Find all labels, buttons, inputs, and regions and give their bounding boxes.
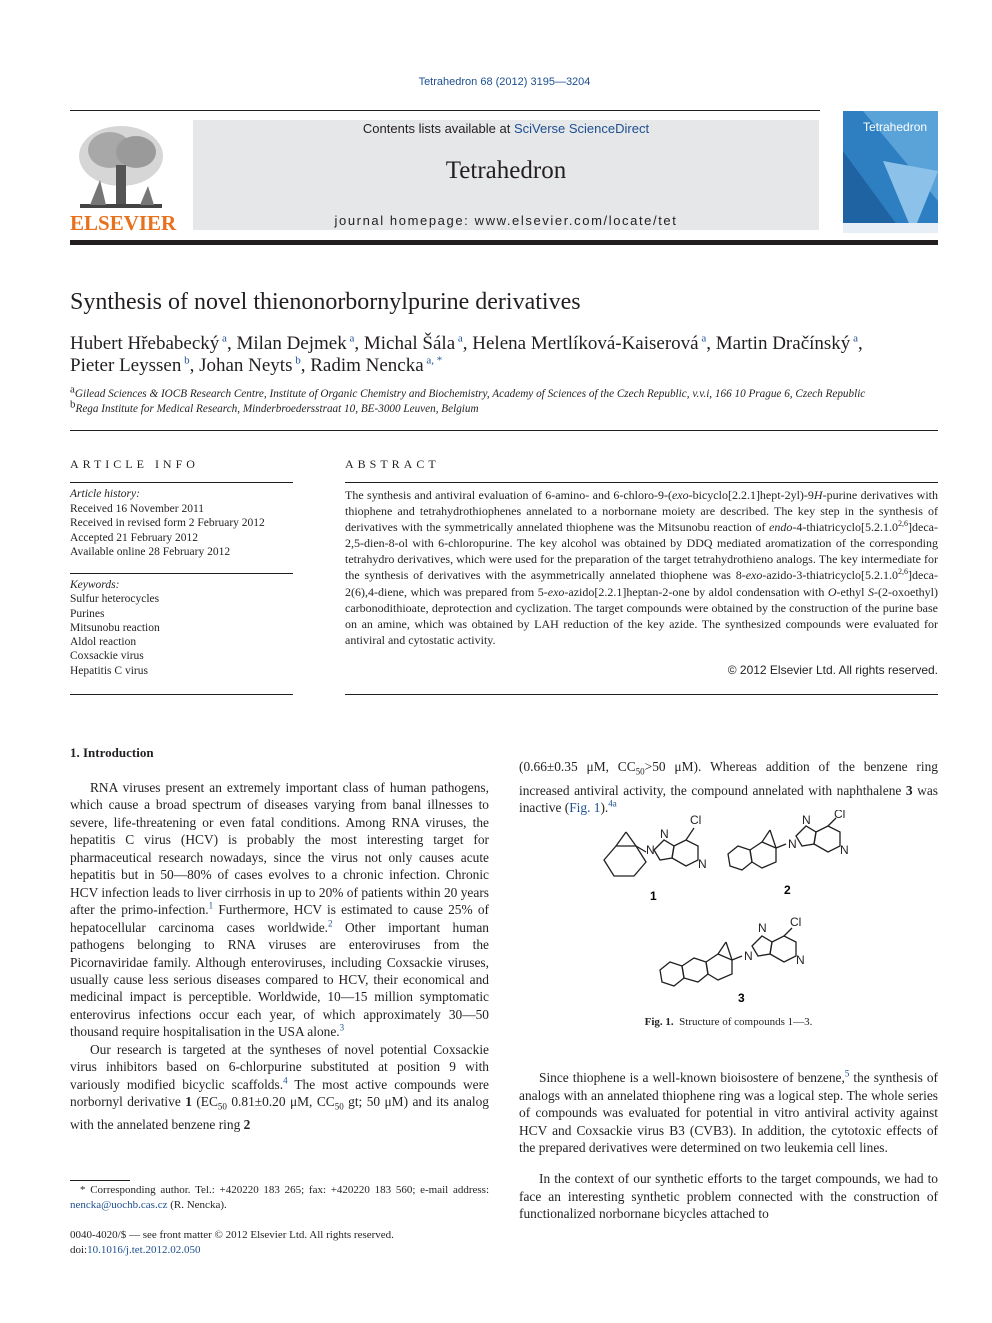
author-affiliation-mark[interactable]: a: [219, 332, 227, 345]
contents-line: [193, 121, 819, 136]
cover-title: Tetrahedron: [863, 120, 928, 134]
issn-line: 0040-4020/$ — see front matter © 2012 Elsevier Ltd. All rights reserved.: [70, 1229, 394, 1241]
author-affiliation-mark[interactable]: b: [292, 354, 301, 367]
atom-n: N: [788, 837, 797, 851]
affiliation-line: $^b$Rega Institute for Medical Research, Minderbroedersstraat 10, BE-3000 Leuven, Belgium: [70, 398, 479, 415]
history-item: Received in revised form 2 February 2012: [70, 517, 265, 530]
doi-line: [70, 1243, 489, 1258]
keyword-item: Mitsunobu reaction: [70, 621, 160, 634]
article-title: Synthesis of novel thienonorbornylpurine derivatives: [70, 289, 581, 315]
history-item: Received 16 November 2011: [70, 502, 205, 515]
figure-1-structures: [590, 810, 880, 1010]
atom-n: N: [840, 843, 849, 857]
caption-label: Fig. 1.: [644, 1016, 674, 1028]
atom-n: N: [660, 827, 669, 841]
author-affiliation-mark[interactable]: a: [346, 332, 355, 345]
atom-cl: Cl: [690, 813, 702, 827]
article-info-rule-bottom: [70, 694, 293, 695]
compound-label-1: 1: [650, 889, 657, 903]
elsevier-logo-text: ELSEVIER: [70, 211, 177, 235]
journal-cover-image: [843, 111, 938, 233]
atom-n: N: [796, 953, 805, 967]
history-item: Accepted 21 February 2012: [70, 531, 199, 544]
keyword-item: Aldol reaction: [70, 636, 137, 649]
caption-text: Structure of compounds 1—3.: [679, 1016, 813, 1028]
doi-link[interactable]: 10.1016/j.tet.2012.02.050: [87, 1243, 201, 1256]
journal-name: Tetrahedron: [445, 157, 567, 184]
affiliation-mark: a: [70, 383, 75, 396]
figure-1-caption: [519, 1016, 938, 1028]
journal-homepage[interactable]: journal homepage: www.elsevier.com/locate/tet: [334, 213, 678, 228]
history-item: Available online 28 February 2012: [70, 546, 231, 559]
section-rule: [70, 430, 938, 431]
header-thick-rule: [70, 240, 938, 245]
keyword-item: Coxsackie virus: [70, 650, 144, 663]
author-affiliation-mark[interactable]: a: [455, 332, 463, 345]
abstract-rule-bottom: [345, 694, 938, 695]
author-name: Hubert Hřebabecký: [70, 333, 220, 354]
footnote-tail: (R. Nencka).: [167, 1199, 227, 1211]
author-affiliation-mark[interactable]: a, *: [423, 354, 443, 367]
article-info-rule-top: [70, 482, 293, 483]
atom-n: N: [698, 857, 707, 871]
atom-cl: Cl: [834, 810, 846, 821]
affiliation-mark: b: [70, 398, 76, 411]
paragraph: Our research is targeted at the syntheses of novel potential Coxsackie virus inhibitors based on 6-chlorpurine substituted at position 9 with variously modified bicyclic scaffolds.$^4$ The most active compounds were norbornyl derivative 1 ($EC_{50}$ 0.81±0.20 μM, $CC_{50}$ gt; 50 μM) and its analog with the annelated benzene ring 2: [70, 1041, 490, 1133]
atom-n: N: [744, 949, 753, 963]
keywords-label: Keywords:: [70, 579, 120, 591]
article-history: [70, 487, 295, 560]
sciencedirect-link[interactable]: SciVerse ScienceDirect: [513, 121, 650, 136]
article-info-rule-mid: [70, 573, 293, 574]
corresponding-author-note: [70, 1183, 489, 1213]
author-name: Pieter Leyssen: [70, 355, 182, 376]
footnote-text: * Corresponding author. Tel.: +420220 183 265; fax: +420220 183 560; e-mail address:: [80, 1184, 489, 1196]
abstract-text: The synthesis and antiviral evaluation of 6-amino- and 6-chloro-9-(exo-bicyclo[2.2.1]hept-2yl)-9H-purine derivatives with thiophene and tetrahydrothiophenes annelated to a norbornane moiety are described. The key step in the synthesis of derivatives with the symmetrically annelated thiophene was the Mitsunobu reaction of endo-4-thiatricyclo[5.2.1.0$^{2,6}$]deca-2,5-dien-8-ol with 6-chloropurine. The key alcohol was obtained by DDQ mediated aromatization of the corresponding tetrahydro derivatives, which were used for the preparation of the target tetrahydrothieno analogs. The key intermediate for the synthesis of derivatives with the asymmetrically annelated thiophene was 8-exo-azido-3-thiatricyclo[5.2.1.0$^{2,6}$]deca-2(6),4-diene, which was prepared from 5-exo-azido[2.2.1]heptan-2-one by aldol condensation with O-ethyl S-(2-oxoethyl) carbonodithioate, deprotection and cyclization. The target compounds were obtained by the construction of the purine base on an amine, which was obtained by LAH reduction of the key azide. The synthesized compounds were evaluated for antiviral and cytostatic activity.: [345, 488, 938, 647]
affiliations: [70, 383, 950, 417]
article-info-heading: ARTICLE INFO: [70, 457, 199, 471]
author-name: Helena Mertlíková-Kaiserová: [472, 333, 699, 354]
abstract-heading: ABSTRACT: [345, 457, 440, 471]
author-name: Martin Dračínský: [715, 333, 851, 354]
abstract-copyright: © 2012 Elsevier Ltd. All rights reserved.: [727, 663, 938, 677]
journal-citation[interactable]: Tetrahedron 68 (2012) 3195—3204: [418, 76, 591, 88]
atom-n: N: [646, 843, 655, 857]
atom-cl: Cl: [790, 915, 802, 929]
compound-label-2: 2: [784, 883, 791, 897]
paragraph: In the context of our synthetic efforts to the target compounds, we had to face an interesting synthetic problem connected with the construction of functionalized norbornane bicycles attached to: [519, 1171, 938, 1221]
footnote-rule: [70, 1180, 130, 1181]
contents-prefix: Contents lists available at: [362, 121, 514, 136]
issn-doi: [70, 1228, 489, 1257]
abstract-rule-top: [345, 482, 938, 483]
author-list: Hubert Hřebabecký $^a$, Milan Dejmek $^a$, Michal Šála $^a$, Helena Mertlíková-Kaiserová $^a$, Martin Dračínský $^a$, Pieter Leyssen $^b$, Johan Neyts $^b$, Radim Nencka $^{a, *}$: [70, 332, 863, 376]
compound-label-3: 3: [738, 991, 745, 1005]
introduction-heading: 1. Introduction: [70, 745, 154, 760]
history-label: Article history:: [70, 488, 140, 500]
keywords: [70, 578, 295, 678]
keyword-item: Hepatitis C virus: [70, 664, 148, 677]
affiliation-line: $^a$Gilead Sciences & IOCB Research Centre, Institute of Organic Chemistry and Biochemistry, Academy of Sciences of the Czech Republic, v.v.i, 166 10 Prague 6, Czech Republic: [70, 383, 866, 400]
introduction-column-right-bottom: [519, 1056, 938, 1236]
author-name: Radim Nencka: [310, 355, 424, 376]
chemical-structures: [590, 810, 880, 1010]
paragraph: RNA viruses present an extremely important class of human pathogens, which cause a broad spectrum of diseases varying from banal illnesses to severe, life-threatening or even fatal conditions. Among RNA viruses, the hepatitis C virus (HCV) is probably the most interesting target for pharmaceutical research nowadays, since the virus not only causes acute hepatitis but in 50—80% of cases evolves to a chronic infection. Chronic HCV infection leads to liver cirrhosis in up to 20% of patients within 20 years after the primo-infection.$^1$ Furthermore, HCV is estimated to cause 25% of hepatocellular carcinoma cases worldwide.$^2$ Other important human pathogens belonging to RNA viruses are enteroviruses from the Picornaviridae family. Although enteroviruses, including Coxsackie viruses, usually cause less serious diseases compared to HCV, their economical and medicinal impact is perceptible. Worldwide, 10—15 million symptomatic enterovirus infections occur each year, of which approximately 30—50 thousand require hospitalisation in the USA alone.$^3$: [70, 780, 489, 1040]
atom-n: N: [802, 813, 811, 827]
author-name: Milan Dejmek: [236, 333, 347, 354]
email-link[interactable]: nencka@uochb.cas.cz: [70, 1199, 168, 1211]
paragraph: Since thiophene is a well-known bioisostere of benzene,$^5$ the synthesis of analogs with an annelated thiophene ring was a logical step. The whole series of compounds was evaluated for potential in vitro antiviral activity against HCV and Coxsackie virus B3 (CVB3). In addition, the cytotoxic effects of the prepared derivatives were determined on two leukemia cell lines.: [519, 1068, 938, 1156]
author-affiliation-mark[interactable]: b: [181, 354, 190, 367]
author-name: Johan Neyts: [199, 355, 293, 376]
header-rule: [70, 110, 820, 111]
author-affiliation-mark[interactable]: a: [850, 332, 858, 345]
author-name: Michal Šála: [363, 333, 456, 354]
doi-prefix: doi:: [70, 1243, 88, 1256]
introduction-column-left: [70, 779, 489, 1134]
author-affiliation-mark[interactable]: a: [698, 332, 707, 345]
paragraph: (0.66±0.35 μM, $CC_{50}>50$ μM). Whereas addition of the benzene ring increased antiviral activity, the compound annelated with naphthalene 3 was inactive (Fig. 1).$^{4a}$: [519, 759, 939, 815]
atom-n: N: [758, 921, 767, 935]
keyword-item: Purines: [70, 607, 105, 620]
keyword-item: Sulfur heterocycles: [70, 593, 160, 606]
